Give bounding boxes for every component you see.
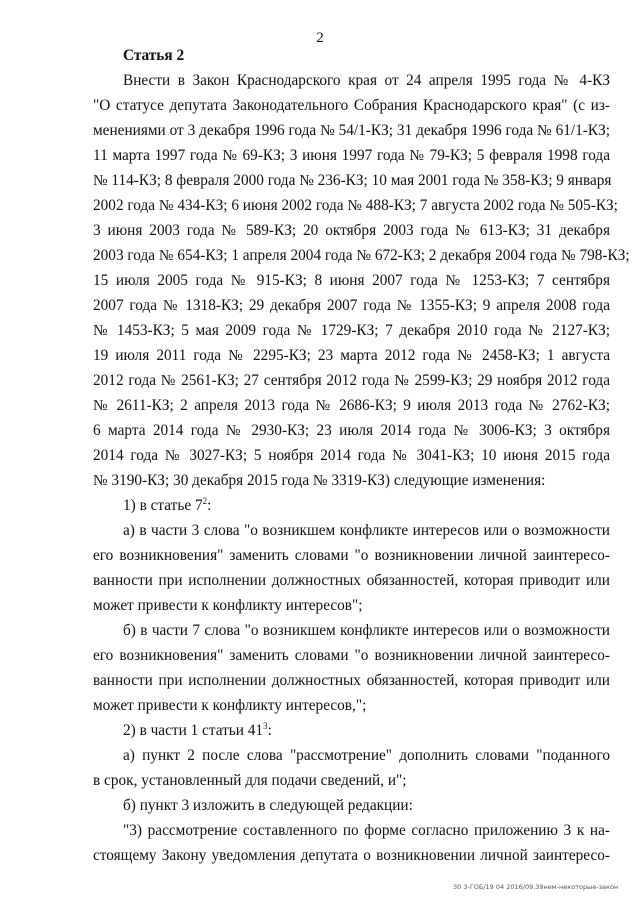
text-line [93, 793, 610, 818]
text-line-suffix: : [207, 497, 212, 514]
text-line-content: "О статусе депутата Законодательного Собрания Краснодарского края" (с из- [93, 97, 610, 114]
text-line [93, 143, 610, 168]
text-line-content: б) в части 7 слова "о возникшем конфликте интересов или о возможности [123, 622, 610, 639]
text-line-content: 2003 года № 654-КЗ; 1 апреля 2004 года № 672-КЗ; 2 декабря 2004 года № 798-КЗ; [93, 247, 630, 264]
text-line [93, 468, 610, 493]
text-line-suffix: : [267, 722, 272, 739]
text-line [93, 618, 610, 643]
text-line-content: 2) в части 1 статьи 41 [123, 722, 264, 739]
text-line [93, 643, 610, 668]
text-line-content: а) в части 3 слова "о возникшем конфликте интересов или о возможности [123, 522, 610, 539]
text-line-content: его возникновения" заменить словами "о возникновении личной заинтересо- [93, 647, 610, 664]
text-line [93, 368, 610, 393]
text-line [93, 93, 610, 118]
text-line-content: Внести в Закон Краснодарского края от 24 апреля 1995 года № 4-КЗ [123, 72, 610, 89]
text-line-content: 1) в статье 7 [123, 497, 203, 514]
article-heading: Статья 2 [123, 47, 185, 64]
text-line-content: 6 марта 2014 года № 2930-КЗ; 23 июля 2014 года № 3006-КЗ; 3 октября [93, 422, 610, 439]
text-line-content: № 1453-КЗ; 5 мая 2009 года № 1729-КЗ; 7 декабря 2010 года № 2127-КЗ; [93, 322, 610, 339]
text-line-content: 3 июня 2003 года № 589-КЗ; 20 октября 2003 года № 613-КЗ; 31 декабря [93, 222, 610, 239]
text-line-content: 15 июля 2005 года № 915-КЗ; 8 июня 2007 года № 1253-КЗ; 7 сентября [93, 272, 610, 289]
text-line-content: 19 июля 2011 года № 2295-КЗ; 23 марта 2012 года № 2458-КЗ; 1 августа [93, 347, 610, 364]
text-line [93, 193, 618, 218]
text-line [93, 668, 610, 693]
text-line-content: ванности при исполнении должностных обязанностей, которая приводит или [93, 672, 610, 689]
text-line-content: может привести к конфликту интересов,"; [93, 697, 367, 714]
text-line-content: № 3190-КЗ; 30 декабря 2015 года № 3319-КЗ) следующие изменения: [93, 472, 546, 489]
text-line [93, 318, 610, 343]
text-line [93, 743, 610, 768]
text-line [93, 843, 610, 868]
text-line-content: стоящему Закону уведомления депутата о возникновении личной заинтересо- [93, 847, 610, 864]
text-line-content: 2002 года № 434-КЗ; 6 июня 2002 года № 488-КЗ; 7 августа 2002 года № 505-КЗ; [93, 197, 618, 214]
page-number: 2 [316, 30, 324, 46]
text-line-content: менениями от 3 декабря 1996 года № 54/1-КЗ; 31 декабря 1996 года № 61/1-КЗ; [93, 122, 610, 139]
text-line-content: а) пункт 2 после слова "рассмотрение" дополнить словами "поданного [123, 747, 610, 764]
text-line [93, 543, 610, 568]
text-line-content: 2012 года № 2561-КЗ; 27 сентября 2012 года № 2599-КЗ; 29 ноября 2012 года [93, 372, 610, 389]
text-line-content: б) пункт 3 изложить в следующей редакции: [123, 797, 413, 814]
text-line [93, 768, 610, 793]
text-line [93, 243, 630, 268]
text-line [93, 68, 610, 93]
text-line [93, 818, 610, 843]
text-line [93, 593, 610, 618]
text-line-content: ванности при исполнении должностных обязанностей, которая приводит или [93, 572, 610, 589]
text-line [93, 518, 610, 543]
text-line [93, 218, 610, 243]
text-line-content: "3) рассмотрение составленного по форме согласно приложению 3 к на- [123, 822, 610, 839]
text-line [93, 168, 610, 193]
text-line-content: 11 марта 1997 года № 69-КЗ; 3 июня 1997 года № 79-КЗ; 5 февраля 1998 года [93, 147, 610, 164]
text-line [93, 293, 610, 318]
text-line [93, 493, 610, 518]
text-line-content: его возникновения" заменить словами "о возникновении личной заинтересо- [93, 547, 610, 564]
text-line [93, 393, 610, 418]
text-line [93, 693, 610, 718]
text-line [93, 268, 610, 293]
text-line-content: в срок, установленный для подачи сведений, и"; [93, 772, 407, 789]
text-line [93, 718, 610, 743]
footer-file-reference: 30 3-ГОБ/19 04 2016/09.39нем-некоторые-закон [453, 883, 619, 891]
text-line [93, 568, 610, 593]
article-text [93, 68, 630, 868]
text-line [93, 343, 610, 368]
text-line-content: № 114-КЗ; 8 февраля 2000 года № 236-КЗ; 10 мая 2001 года № 358-КЗ; 9 января [93, 172, 612, 189]
superscript: 3 [263, 721, 268, 731]
text-line-content: может привести к конфликту интересов"; [93, 597, 363, 614]
text-line [93, 118, 610, 143]
document-body [93, 44, 630, 868]
text-line [93, 443, 610, 468]
text-line-content: 2014 года № 3027-КЗ; 5 ноября 2014 года № 3041-КЗ; 10 июня 2015 года [93, 447, 610, 464]
text-line-content: 2007 года № 1318-КЗ; 29 декабря 2007 года № 1355-КЗ; 9 апреля 2008 года [93, 297, 610, 314]
text-line [93, 418, 610, 443]
text-line-content: № 2611-КЗ; 2 апреля 2013 года № 2686-КЗ; 9 июля 2013 года № 2762-КЗ; [93, 397, 610, 414]
superscript: 2 [202, 496, 208, 506]
